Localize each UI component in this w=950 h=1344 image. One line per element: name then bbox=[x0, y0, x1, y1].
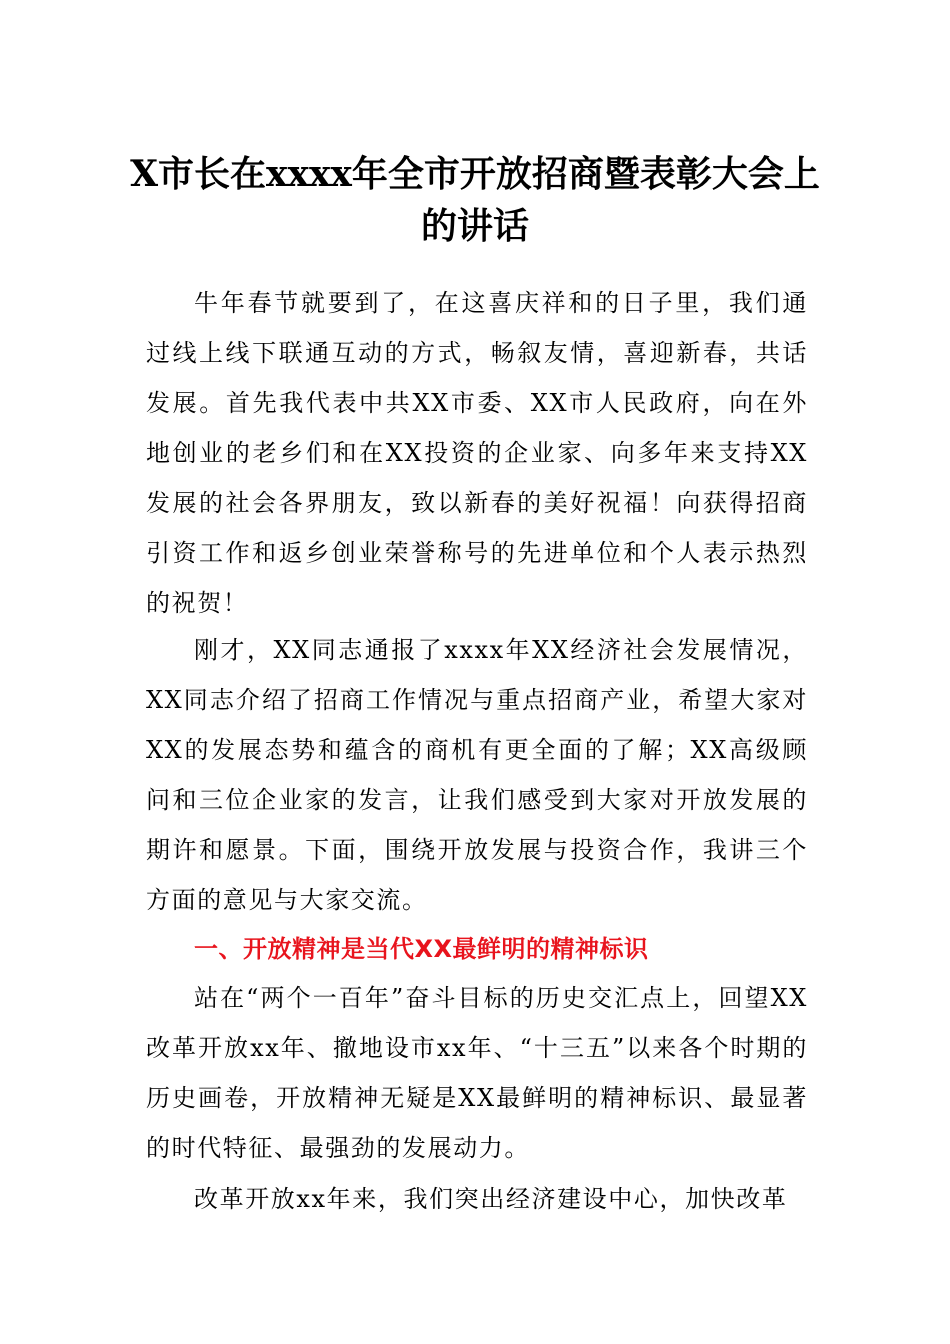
paragraph-section-1-continued: 改革开放xx年来，我们突出经济建设中心，加快改革 bbox=[194, 1185, 788, 1213]
paragraph-greeting: 牛年春节就要到了，在这喜庆祥和的日子里，我们通过线上线下联通互动的方式，畅叙友情，喜迎新春，共话发展。首先我代表中共XX市委、XX市人民政府，向在外地创业的老乡们和在XX投资的企业家、向多年来支持XX发展的社会各界朋友，致以新春的美好祝福！向获得招商引资工作和返乡创业荣誉称号的先进单位和个人表示热烈的祝贺！ bbox=[146, 289, 808, 617]
paragraph-section-1: 站在“两个一百年”奋斗目标的历史交汇点上，回望XX改革开放xx年、撤地设市xx年、“十三五”以来各个时期的历史画卷，开放精神无疑是XX最鲜明的精神标识、最显著的时代特征、最强劲的发展动力。 bbox=[146, 984, 808, 1162]
section-heading-1: 一、开放精神是当代XX最鲜明的精神标识 bbox=[194, 935, 649, 963]
paragraph-introduction: 刚才，XX同志通报了xxxx年XX经济社会发展情况，XX同志介绍了招商工作情况与重点招商产业，希望大家对XX的发展态势和蕴含的商机有更全面的了解；XX高级顾问和三位企业家的发言，让我们感受到大家对开放发展的期许和愿景。下面，围绕开放发展与投资合作，我讲三个方面的意见与大家交流。 bbox=[146, 636, 808, 914]
document-title: X市长在xxxx年全市开放招商暨表彰大会上的讲话 bbox=[130, 153, 820, 247]
